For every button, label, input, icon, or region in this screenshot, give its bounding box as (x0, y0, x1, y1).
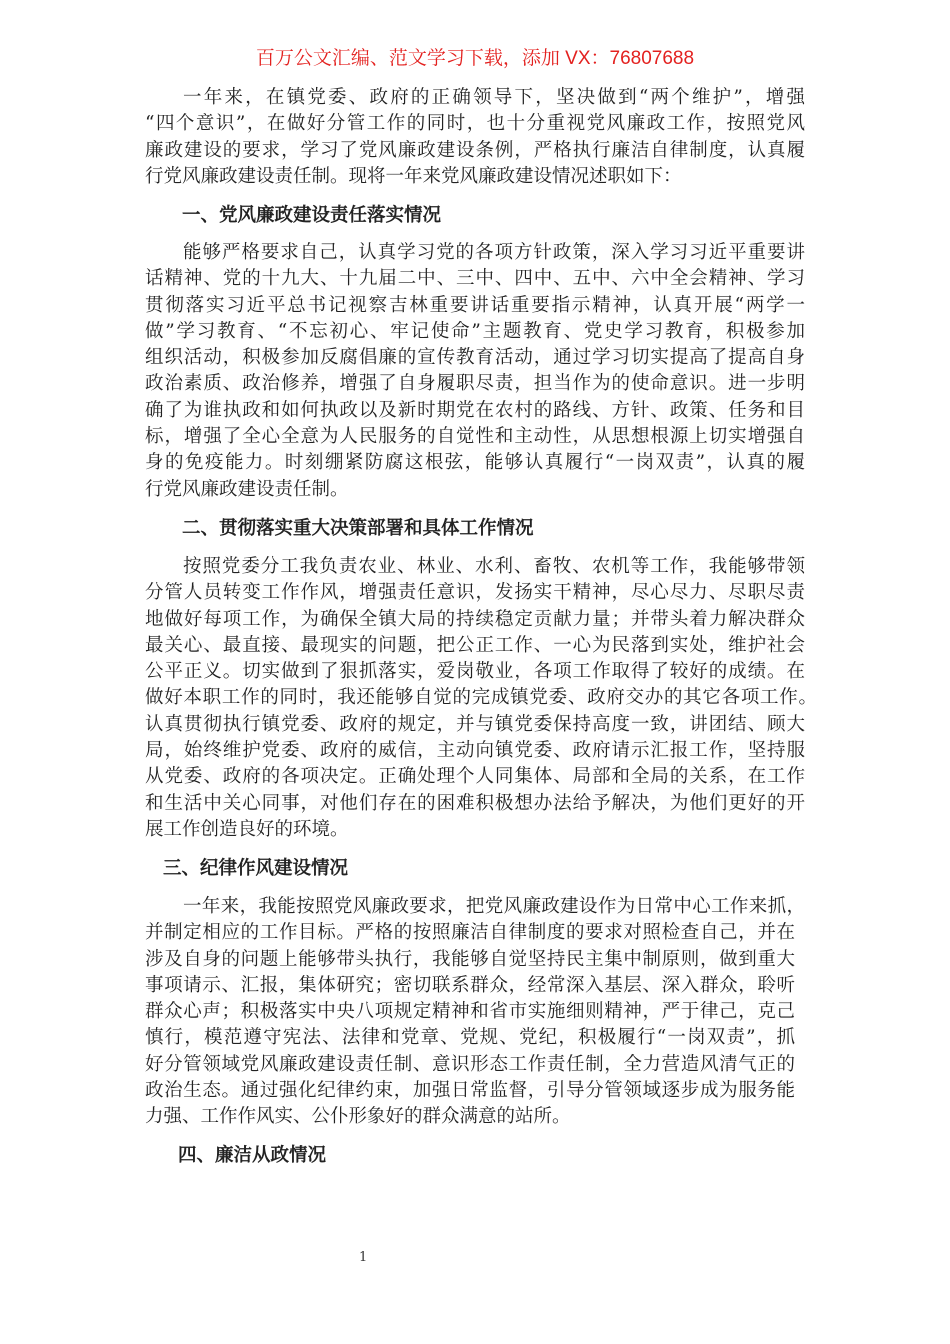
text-line: 行党风廉政建设责任制。 (145, 478, 349, 500)
intro-paragraph (145, 85, 805, 190)
section-3-paragraph (145, 894, 805, 1131)
text-line: 一年来，我能按照党风廉政要求，把党风廉政建设作为日常中心工作来抓， (183, 896, 805, 917)
text-line: 事项请示、汇报，集体研究；密切联系群众，经常深入基层、深入群众，聆听 (145, 974, 795, 996)
text-line: 一年来，在镇党委、政府的正确领导下，坚决做到“两个维护”，增强 (183, 87, 805, 108)
text-line: 展工作创造良好的环境。 (145, 818, 349, 840)
text-line: 标，增强了全心全意为人民服务的自觉性和主动性，从思想根源上切实增强自 (145, 426, 805, 448)
text-line: 最关心、最直接、最现实的问题，把公正工作、一心为民落到实处，维护社会 (145, 634, 805, 656)
text-line: 廉政建设的要求，学习了党风廉政建设条例，严格执行廉洁自律制度，认真履 (145, 139, 805, 161)
text-line: 从党委、政府的各项决定。正确处理个人同集体、局部和全局的关系，在工作 (145, 766, 805, 788)
text-line: 贯彻落实习近平总书记视察吉林重要讲话重要指示精神，认真开展“两学一 (145, 294, 805, 316)
text-line: 地做好每项工作，为确保全镇大局的持续稳定贡献力量；并带头着力解决群众 (145, 608, 805, 630)
text-line: 政治生态。通过强化纪律约束，加强日常监督，引导分管领域逐步成为服务能 (145, 1080, 795, 1102)
text-line: 做好本职工作的同时，我还能够自觉的完成镇党委、政府交办的其它各项工作。 (145, 687, 817, 709)
section-heading-1: 一、党风廉政建设责任落实情况 (182, 205, 442, 226)
text-line: “四个意识”，在做好分管工作的同时，也十分重视党风廉政工作，按照党风 (145, 113, 805, 135)
text-line: 分管人员转变工作作风，增强责任意识，发扬实干精神，尽心尽力、尽职尽责 (145, 582, 805, 604)
text-line: 群众心声；积极落实中央八项规定精神和省市实施细则精神，严于律己，克己 (145, 1001, 795, 1023)
page-number: 1 (359, 1250, 368, 1265)
text-line: 身的免疫能力。时刻绷紧防腐这根弦，能够认真履行“一岗双责”，认真的履 (145, 452, 805, 474)
text-line: 力强、工作作风实、公仆形象好的群众满意的站所。 (145, 1106, 571, 1128)
section-2-paragraph (145, 554, 817, 843)
text-line: 话精神、党的十九大、十九届二中、三中、四中、五中、六中全会精神、学习 (145, 268, 805, 290)
section-1-paragraph (145, 240, 805, 503)
text-line: 按照党委分工我负责农业、林业、水利、畜牧、农机等工作，我能够带领 (183, 556, 805, 577)
text-line: 组织活动，积极参加反腐倡廉的宣传教育活动，通过学习切实提高了提高自身 (145, 347, 805, 369)
text-line: 做”学习教育、“不忘初心、牢记使命”主题教育、党史学习教育，积极参加 (145, 320, 805, 342)
section-heading-2: 二、贯彻落实重大决策部署和具体工作情况 (182, 518, 534, 539)
watermark-banner: 百万公文汇编、范文学习下载，添加 VX：76807688 (255, 48, 695, 69)
text-line: 能够严格要求自己，认真学习党的各项方针政策，深入学习习近平重要讲 (183, 242, 805, 263)
text-line: 确了为谁执政和如何执政以及新时期党在农村的路线、方针、政策、任务和目 (145, 399, 805, 421)
text-line: 认真贯彻执行镇党委、政府的规定，并与镇党委保持高度一致，讲团结、顾大 (145, 713, 805, 735)
text-line: 并制定相应的工作目标。严格的按照廉洁自律制度的要求对照检查自己，并在 (145, 922, 795, 944)
text-line: 慎行，模范遵守宪法、法律和党章、党规、党纪，积极履行“一岗双责”，抓 (145, 1027, 795, 1049)
text-line: 涉及自身的问题上能够带头执行，我能够自觉坚持民主集中制原则，做到重大 (145, 948, 795, 970)
text-line: 局，始终维护党委、政府的威信，主动向镇党委、政府请示汇报工作，坚持服 (145, 740, 805, 762)
text-line: 好分管领域党风廉政建设责任制、意识形态工作责任制，全力营造风清气正的 (145, 1053, 795, 1075)
text-line: 政治素质、政治修养，增强了自身履职尽责，担当作为的使命意识。进一步明 (145, 373, 805, 395)
section-heading-4: 四、廉洁从政情况 (178, 1145, 327, 1166)
text-line: 公平正义。切实做到了狠抓落实，爱岗敬业，各项工作取得了较好的成绩。在 (145, 661, 805, 683)
section-heading-3: 三、纪律作风建设情况 (163, 858, 349, 879)
text-line: 行党风廉政建设责任制。现将一年来党风廉政建设情况述职如下： (145, 165, 682, 187)
text-line: 和生活中关心同事，对他们存在的困难积极想办法给予解决，为他们更好的开 (145, 792, 805, 814)
